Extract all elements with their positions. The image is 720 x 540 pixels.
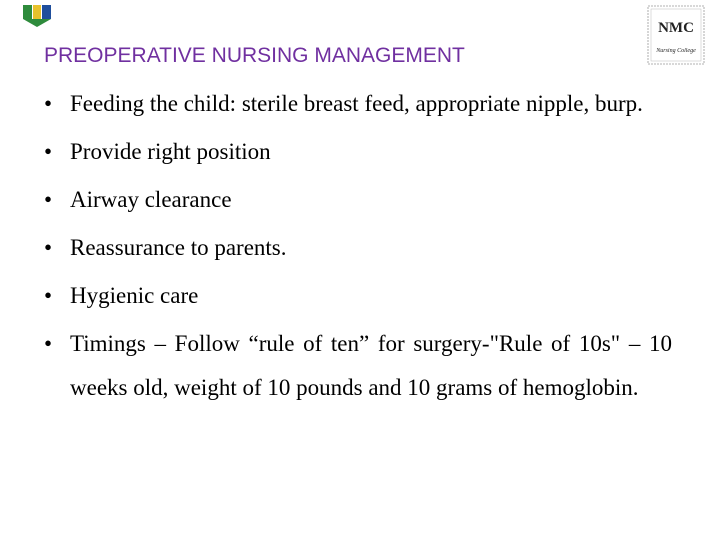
right-college-logo [646, 4, 706, 66]
bullet-text: Timings – Follow “rule of ten” for surgery-"Rule of 10s" – 10 weeks old, weight of 10 pounds and 10 grams of hemoglobin. [70, 331, 672, 400]
bullet-text: Feeding the child: sterile breast feed, appropriate nipple, burp. [70, 91, 643, 116]
bullet-icon: • [44, 331, 53, 356]
list-item [44, 130, 672, 174]
bullet-text: Hygienic care [70, 283, 199, 308]
right-logo-letters: NMC [658, 20, 694, 36]
list-item [44, 178, 672, 222]
list-item [44, 274, 672, 318]
bullet-icon: • [44, 235, 53, 260]
bullet-text: Provide right position [70, 139, 271, 164]
bullet-list [44, 82, 672, 414]
bullet-icon: • [44, 91, 53, 116]
list-item [44, 226, 672, 270]
bullet-icon: • [44, 139, 53, 164]
bullet-text: Airway clearance [70, 187, 232, 212]
list-item [44, 82, 672, 126]
bullet-icon: • [44, 187, 53, 212]
crest-icon [22, 4, 52, 28]
bullet-icon: • [44, 283, 53, 308]
list-item [44, 322, 672, 410]
right-logo-caption-2: Nursing College [656, 48, 696, 54]
slide-title: PREOPERATIVE NURSING MANAGEMENT [44, 44, 465, 67]
bullet-text: Reassurance to parents. [70, 235, 287, 260]
